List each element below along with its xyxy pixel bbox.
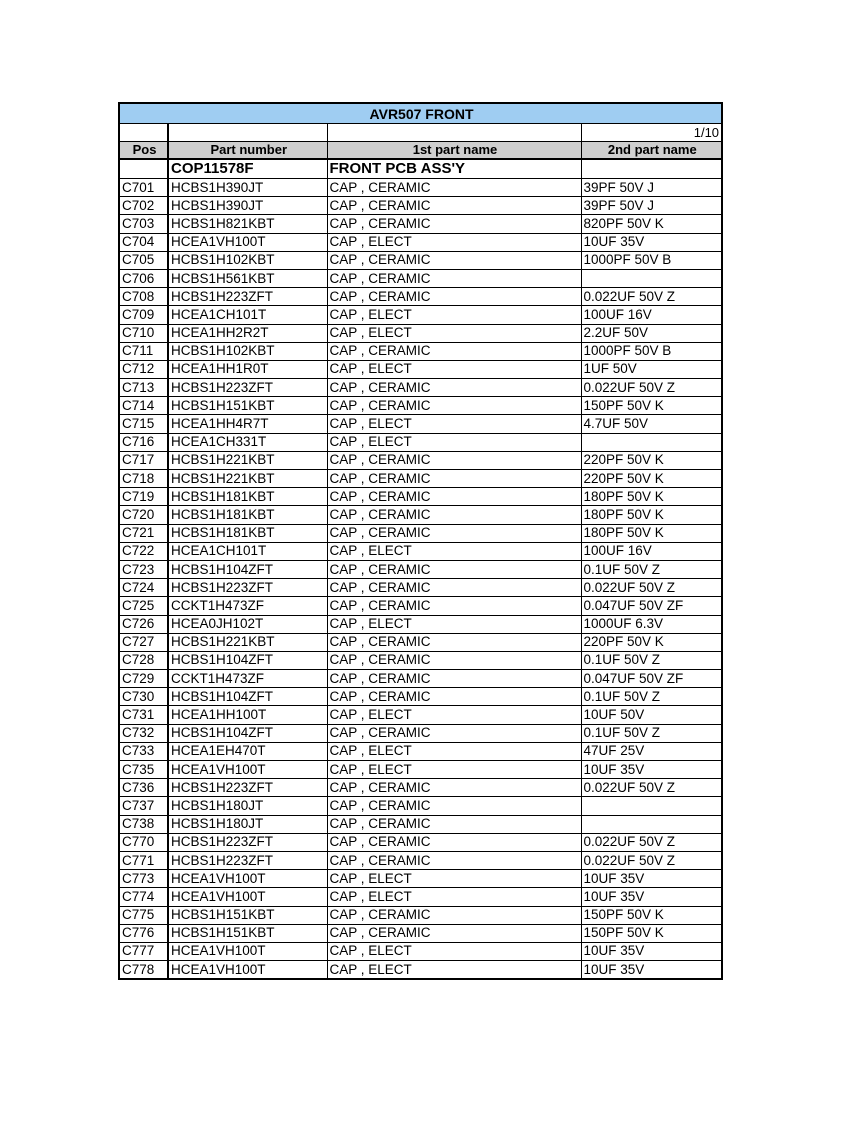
cell-pos: C732: [119, 724, 168, 742]
cell-part-number: HCBS1H151KBT: [168, 397, 327, 415]
cell-second-name: 150PF 50V K: [581, 397, 722, 415]
cell-pos: C770: [119, 833, 168, 851]
cell-part-number: HCBS1H223ZFT: [168, 579, 327, 597]
cell-part-number: HCEA1CH331T: [168, 433, 327, 451]
cell-part-number: HCBS1H223ZFT: [168, 833, 327, 851]
cell-second-name: 39PF 50V J: [581, 179, 722, 197]
cell-pos: C720: [119, 506, 168, 524]
cell-first-name: CAP , CERAMIC: [327, 688, 581, 706]
cell-part-number: HCBS1H221KBT: [168, 633, 327, 651]
cell-pos: C778: [119, 961, 168, 980]
cell-pos: C725: [119, 597, 168, 615]
table-row: [119, 670, 722, 688]
cell-pos: C775: [119, 906, 168, 924]
cell-second-name: 220PF 50V K: [581, 633, 722, 651]
cell-second-name: 100UF 16V: [581, 542, 722, 560]
table-row: [119, 451, 722, 469]
cell-second-name: 1000PF 50V B: [581, 342, 722, 360]
empty-cell: [327, 124, 581, 142]
cell-first-name: CAP , CERAMIC: [327, 397, 581, 415]
cell-second-name: 0.022UF 50V Z: [581, 379, 722, 397]
cell-second-name: [581, 269, 722, 287]
cell-pos: C773: [119, 870, 168, 888]
cell-pos: C706: [119, 269, 168, 287]
cell-part-number: CCKT1H473ZF: [168, 597, 327, 615]
cell-pos: C724: [119, 579, 168, 597]
cell-first-name: CAP , ELECT: [327, 542, 581, 560]
table-row: [119, 597, 722, 615]
table-row: [119, 524, 722, 542]
table-row: [119, 615, 722, 633]
cell-second-name: 0.022UF 50V Z: [581, 288, 722, 306]
table-row: [119, 324, 722, 342]
cell-second-name: 0.022UF 50V Z: [581, 833, 722, 851]
cell-second-name: 150PF 50V K: [581, 906, 722, 924]
cell-second-name: 150PF 50V K: [581, 924, 722, 942]
table-row: [119, 924, 722, 942]
cell-first-name: CAP , CERAMIC: [327, 488, 581, 506]
cell-first-name: CAP , CERAMIC: [327, 579, 581, 597]
cell-second-name: 0.047UF 50V ZF: [581, 670, 722, 688]
table-row: [119, 779, 722, 797]
cell-part-number: HCBS1H821KBT: [168, 215, 327, 233]
cell-pos: C727: [119, 633, 168, 651]
cell-second-name: 1UF 50V: [581, 360, 722, 378]
cell-second-name: 1000UF 6.3V: [581, 615, 722, 633]
cell-part-number: HCBS1H223ZFT: [168, 379, 327, 397]
cell-pos: C709: [119, 306, 168, 324]
cell-pos: C705: [119, 251, 168, 269]
cell-part-number: HCBS1H104ZFT: [168, 688, 327, 706]
table-row: [119, 415, 722, 433]
cell-first-name: CAP , CERAMIC: [327, 833, 581, 851]
cell-first-name: CAP , ELECT: [327, 961, 581, 980]
cell-pos: C722: [119, 542, 168, 560]
cell-part-number: HCEA1HH2R2T: [168, 324, 327, 342]
cell-first-name: CAP , ELECT: [327, 324, 581, 342]
cell-second-name: [581, 433, 722, 451]
cell-second-name: 180PF 50V K: [581, 488, 722, 506]
cell-pos: C730: [119, 688, 168, 706]
cell-second-name: 220PF 50V K: [581, 470, 722, 488]
cell-second-name: 4.7UF 50V: [581, 415, 722, 433]
table-row: [119, 942, 722, 960]
cell-pos: C704: [119, 233, 168, 251]
cell-pos: C735: [119, 761, 168, 779]
cell-first-name: CAP , CERAMIC: [327, 179, 581, 197]
cell-part-number: HCEA1HH100T: [168, 706, 327, 724]
cell-pos: C711: [119, 342, 168, 360]
cell-part-number: HCEA1VH100T: [168, 888, 327, 906]
table-row: [119, 488, 722, 506]
cell-second-name: 39PF 50V J: [581, 197, 722, 215]
cell-part-number: HCEA1EH470T: [168, 742, 327, 760]
cell-pos: C716: [119, 433, 168, 451]
cell-part-number: HCBS1H151KBT: [168, 906, 327, 924]
page-number: 1/10: [581, 124, 722, 142]
table-row: [119, 342, 722, 360]
cell-first-name: CAP , CERAMIC: [327, 506, 581, 524]
table-row: [119, 761, 722, 779]
cell-first-name: CAP , CERAMIC: [327, 560, 581, 578]
cell-second-name: 10UF 35V: [581, 233, 722, 251]
cell-pos: C702: [119, 197, 168, 215]
table-row: [119, 833, 722, 851]
table-title: AVR507 FRONT: [119, 103, 722, 124]
table-row: [119, 797, 722, 815]
cell-first-name: CAP , CERAMIC: [327, 779, 581, 797]
cell-second-name: 10UF 35V: [581, 888, 722, 906]
cell-first-name: CAP , ELECT: [327, 942, 581, 960]
cell-part-number: HCEA1VH100T: [168, 761, 327, 779]
cell-pos: C776: [119, 924, 168, 942]
cell-part-number: HCBS1H151KBT: [168, 924, 327, 942]
cell-first-name: CAP , CERAMIC: [327, 379, 581, 397]
cell-pos: C736: [119, 779, 168, 797]
cell-pos: C710: [119, 324, 168, 342]
cell-part-number: HCEA1HH4R7T: [168, 415, 327, 433]
cell-second-name: 10UF 35V: [581, 761, 722, 779]
table-row: [119, 815, 722, 833]
cell-first-name: CAP , ELECT: [327, 742, 581, 760]
cell-part-number: HCBS1H221KBT: [168, 451, 327, 469]
header-first-name: 1st part name: [327, 142, 581, 160]
table-row: [119, 269, 722, 287]
cell-first-name: CAP , CERAMIC: [327, 797, 581, 815]
cell-second-name: 0.1UF 50V Z: [581, 560, 722, 578]
cell-second-name: 10UF 35V: [581, 942, 722, 960]
table-row: [119, 633, 722, 651]
cell-second-name: 180PF 50V K: [581, 524, 722, 542]
cell-second-name: 1000PF 50V B: [581, 251, 722, 269]
cell-second-name: 0.1UF 50V Z: [581, 724, 722, 742]
table-row: [119, 306, 722, 324]
cell-second-name: 47UF 25V: [581, 742, 722, 760]
cell-pos: C703: [119, 215, 168, 233]
empty-cell: [119, 124, 168, 142]
cell-part-number: HCBS1H181KBT: [168, 524, 327, 542]
cell-pos: C771: [119, 851, 168, 869]
cell-second-name: [581, 797, 722, 815]
cell-part-number: HCEA1VH100T: [168, 961, 327, 980]
cell-pos: C731: [119, 706, 168, 724]
table-row: [119, 251, 722, 269]
cell-first-name: CAP , CERAMIC: [327, 724, 581, 742]
cell-second-name: 0.047UF 50V ZF: [581, 597, 722, 615]
cell-first-name: CAP , CERAMIC: [327, 651, 581, 669]
cell-second-name: 10UF 35V: [581, 961, 722, 980]
cell-pos: C777: [119, 942, 168, 960]
table-row: [119, 724, 722, 742]
cell-pos: C738: [119, 815, 168, 833]
cell-second-name: 820PF 50V K: [581, 215, 722, 233]
table-row: [119, 288, 722, 306]
cell-part-number: HCBS1H181KBT: [168, 488, 327, 506]
table-row: [119, 233, 722, 251]
cell-pos: C718: [119, 470, 168, 488]
cell-first-name: CAP , CERAMIC: [327, 451, 581, 469]
page-row: [119, 124, 722, 142]
cell-pos: C729: [119, 670, 168, 688]
assembly-second-name: [581, 159, 722, 179]
cell-second-name: [581, 815, 722, 833]
cell-part-number: HCBS1H104ZFT: [168, 724, 327, 742]
cell-part-number: HCBS1H223ZFT: [168, 851, 327, 869]
cell-first-name: CAP , CERAMIC: [327, 670, 581, 688]
cell-first-name: CAP , ELECT: [327, 306, 581, 324]
cell-first-name: CAP , CERAMIC: [327, 251, 581, 269]
cell-part-number: HCBS1H223ZFT: [168, 779, 327, 797]
header-pos: Pos: [119, 142, 168, 160]
cell-first-name: CAP , ELECT: [327, 233, 581, 251]
table-row: [119, 215, 722, 233]
cell-part-number: HCBS1H104ZFT: [168, 560, 327, 578]
cell-second-name: 0.022UF 50V Z: [581, 779, 722, 797]
cell-part-number: HCBS1H221KBT: [168, 470, 327, 488]
cell-pos: C737: [119, 797, 168, 815]
assembly-part-number: COP11578F: [168, 159, 327, 179]
cell-first-name: CAP , CERAMIC: [327, 815, 581, 833]
cell-part-number: HCBS1H181KBT: [168, 506, 327, 524]
table-row: [119, 560, 722, 578]
table-row: [119, 706, 722, 724]
cell-part-number: HCBS1H102KBT: [168, 342, 327, 360]
cell-first-name: CAP , CERAMIC: [327, 197, 581, 215]
cell-first-name: CAP , ELECT: [327, 415, 581, 433]
cell-first-name: CAP , CERAMIC: [327, 524, 581, 542]
cell-first-name: CAP , CERAMIC: [327, 470, 581, 488]
cell-first-name: CAP , CERAMIC: [327, 288, 581, 306]
cell-pos: C733: [119, 742, 168, 760]
table-row: [119, 906, 722, 924]
cell-second-name: 220PF 50V K: [581, 451, 722, 469]
cell-part-number: HCBS1H102KBT: [168, 251, 327, 269]
cell-second-name: 10UF 35V: [581, 870, 722, 888]
cell-part-number: HCEA1CH101T: [168, 306, 327, 324]
table-row: [119, 470, 722, 488]
cell-part-number: HCBS1H180JT: [168, 797, 327, 815]
cell-second-name: 0.022UF 50V Z: [581, 851, 722, 869]
cell-first-name: CAP , ELECT: [327, 870, 581, 888]
table-row: [119, 870, 722, 888]
cell-second-name: 10UF 50V: [581, 706, 722, 724]
title-row: [119, 103, 722, 124]
cell-pos: C728: [119, 651, 168, 669]
cell-part-number: HCBS1H390JT: [168, 197, 327, 215]
table-row: [119, 433, 722, 451]
cell-part-number: HCBS1H561KBT: [168, 269, 327, 287]
cell-second-name: 100UF 16V: [581, 306, 722, 324]
table-row: [119, 688, 722, 706]
cell-first-name: CAP , ELECT: [327, 433, 581, 451]
cell-part-number: HCBS1H104ZFT: [168, 651, 327, 669]
cell-pos: C723: [119, 560, 168, 578]
cell-part-number: HCEA1VH100T: [168, 870, 327, 888]
cell-pos: C726: [119, 615, 168, 633]
cell-pos: C708: [119, 288, 168, 306]
table-row: [119, 360, 722, 378]
header-row: [119, 142, 722, 160]
table-row: [119, 379, 722, 397]
cell-pos: C715: [119, 415, 168, 433]
cell-first-name: CAP , CERAMIC: [327, 597, 581, 615]
cell-pos: C712: [119, 360, 168, 378]
cell-first-name: CAP , ELECT: [327, 615, 581, 633]
cell-first-name: CAP , CERAMIC: [327, 342, 581, 360]
cell-first-name: CAP , ELECT: [327, 761, 581, 779]
cell-first-name: CAP , ELECT: [327, 888, 581, 906]
cell-second-name: 180PF 50V K: [581, 506, 722, 524]
cell-pos: C774: [119, 888, 168, 906]
cell-second-name: 0.1UF 50V Z: [581, 688, 722, 706]
cell-pos: C719: [119, 488, 168, 506]
table-row: [119, 179, 722, 197]
cell-second-name: 2.2UF 50V: [581, 324, 722, 342]
cell-first-name: CAP , CERAMIC: [327, 269, 581, 287]
table-row: [119, 542, 722, 560]
cell-pos: C701: [119, 179, 168, 197]
cell-first-name: CAP , CERAMIC: [327, 215, 581, 233]
cell-pos: C721: [119, 524, 168, 542]
table-row: [119, 961, 722, 980]
empty-cell: [168, 124, 327, 142]
cell-first-name: CAP , CERAMIC: [327, 633, 581, 651]
table-row: [119, 197, 722, 215]
cell-part-number: HCBS1H223ZFT: [168, 288, 327, 306]
cell-first-name: CAP , ELECT: [327, 360, 581, 378]
table-row: [119, 579, 722, 597]
cell-pos: C713: [119, 379, 168, 397]
table-row: [119, 397, 722, 415]
parts-list-table: [118, 102, 723, 980]
cell-part-number: HCBS1H180JT: [168, 815, 327, 833]
assembly-pos: [119, 159, 168, 179]
table-row: [119, 888, 722, 906]
header-part-number: Part number: [168, 142, 327, 160]
cell-first-name: CAP , CERAMIC: [327, 851, 581, 869]
cell-second-name: 0.1UF 50V Z: [581, 651, 722, 669]
table-row: [119, 851, 722, 869]
assembly-name: FRONT PCB ASS'Y: [327, 159, 581, 179]
cell-pos: C717: [119, 451, 168, 469]
cell-pos: C714: [119, 397, 168, 415]
cell-first-name: CAP , CERAMIC: [327, 924, 581, 942]
cell-second-name: 0.022UF 50V Z: [581, 579, 722, 597]
cell-part-number: HCEA0JH102T: [168, 615, 327, 633]
cell-part-number: HCEA1VH100T: [168, 233, 327, 251]
cell-part-number: HCEA1HH1R0T: [168, 360, 327, 378]
cell-first-name: CAP , ELECT: [327, 706, 581, 724]
cell-first-name: CAP , CERAMIC: [327, 906, 581, 924]
cell-part-number: CCKT1H473ZF: [168, 670, 327, 688]
cell-part-number: HCEA1CH101T: [168, 542, 327, 560]
cell-part-number: HCEA1VH100T: [168, 942, 327, 960]
table-row: [119, 742, 722, 760]
header-second-name: 2nd part name: [581, 142, 722, 160]
assembly-row: [119, 159, 722, 179]
cell-part-number: HCBS1H390JT: [168, 179, 327, 197]
table-row: [119, 651, 722, 669]
table-row: [119, 506, 722, 524]
